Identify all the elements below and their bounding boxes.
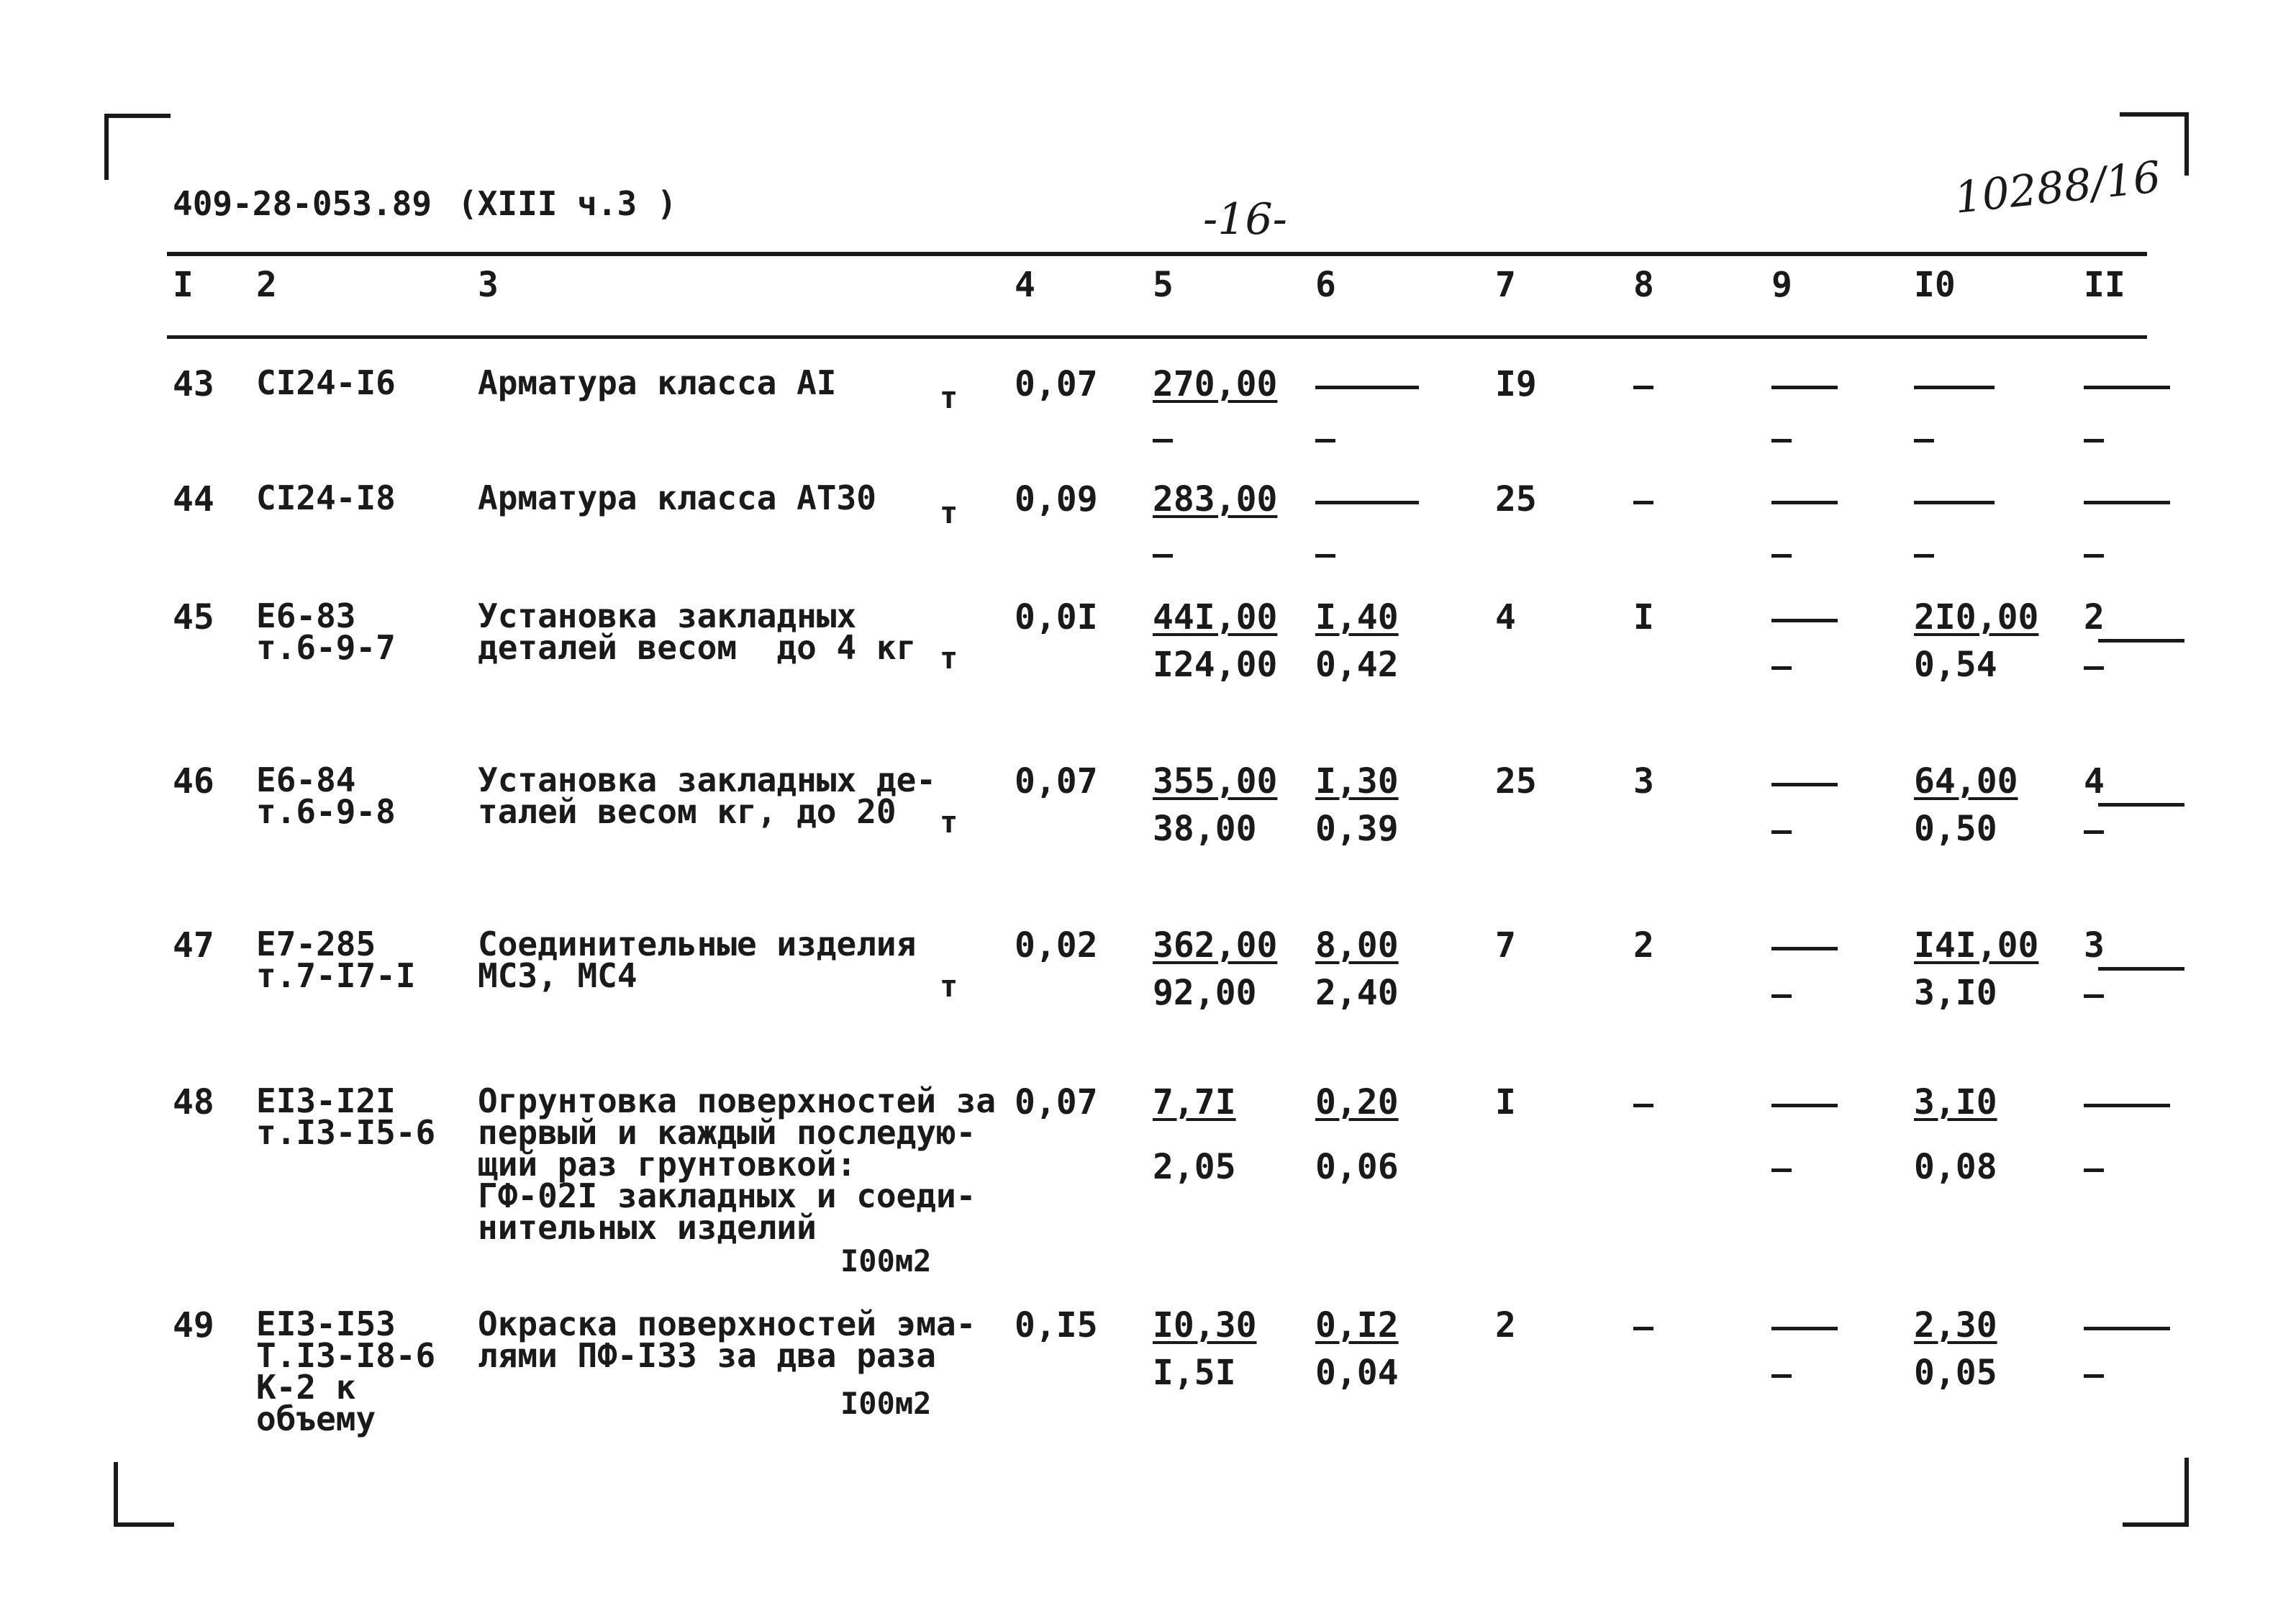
work-description: ГФ-02I закладных и соеди- (478, 1176, 976, 1215)
norm-code: T.I3-I8-6 (256, 1336, 436, 1375)
col9-value-dash (1771, 1104, 1838, 1107)
col9-subvalue-dash (1771, 830, 1792, 834)
col9-subvalue-dash (1771, 554, 1792, 558)
col6-value: 0,I2 (1315, 1305, 1399, 1345)
row-number: 46 (173, 761, 214, 802)
col11-value-dash (2084, 1327, 2170, 1330)
col7-value: I9 (1495, 364, 1537, 404)
col7-value: 4 (1495, 597, 1516, 637)
col11-subvalue-dash (2084, 439, 2104, 442)
corner-mark-top-right (2184, 112, 2189, 176)
col11-value-dash (2084, 386, 2170, 389)
col9-value-dash (1771, 783, 1838, 786)
col9-value-dash (1771, 386, 1838, 389)
col8-value: 3 (1633, 761, 1654, 802)
col9-value-dash (1771, 947, 1838, 950)
quantity: 0,02 (1015, 925, 1098, 966)
col5-value: 44I,00 (1153, 597, 1278, 637)
norm-code: E6-83 (256, 596, 356, 635)
norm-code: объему (256, 1399, 376, 1438)
col11-value: 4 (2084, 761, 2105, 802)
norm-code: EI3-I53 (256, 1304, 396, 1343)
column-number: 7 (1495, 265, 1516, 305)
col10-subvalue-dash (1914, 439, 1934, 442)
norm-code: т.7-I7-I (256, 956, 416, 995)
unit-of-measure: т (940, 640, 958, 676)
col9-subvalue-dash (1771, 1374, 1792, 1378)
col7-value: 25 (1495, 761, 1537, 802)
col11-underline (2098, 967, 2184, 971)
norm-code: K-2 к (256, 1368, 356, 1407)
col11-value: 2 (2084, 597, 2105, 637)
col5-subvalue: 38,00 (1153, 809, 1257, 849)
norm-code: E7-285 (256, 925, 376, 963)
unit-of-measure: т (940, 495, 958, 530)
page-number: -16- (1203, 194, 1287, 245)
unit-of-measure: I00м2 (840, 1243, 932, 1279)
col10-subvalue: 0,08 (1914, 1147, 1997, 1187)
col11-value-dash (2084, 501, 2170, 504)
column-number: 6 (1315, 265, 1336, 305)
quantity: 0,07 (1015, 1082, 1098, 1122)
col11-underline (2098, 639, 2184, 643)
col10-value: 2,30 (1914, 1305, 1997, 1345)
col5-subvalue-dash (1153, 439, 1173, 442)
quantity: 0,07 (1015, 364, 1098, 404)
column-number: I (173, 265, 194, 305)
col6-subvalue-dash (1315, 554, 1335, 558)
quantity: 0,0I (1015, 597, 1098, 637)
corner-mark-top-left (104, 114, 171, 118)
col8-value-dash (1633, 1327, 1653, 1330)
work-description: нительных изделий (478, 1208, 817, 1247)
column-number: 2 (256, 265, 277, 305)
document-part: (XIII ч.3 ) (458, 184, 677, 223)
col8-value: I (1633, 597, 1654, 637)
norm-code: т.6-9-8 (256, 792, 396, 831)
corner-mark-top-left (104, 114, 109, 180)
work-description: Окраска поверхностей эма- (478, 1304, 976, 1343)
work-description: лями ПФ-I33 за два раза (478, 1336, 936, 1375)
row-number: 43 (173, 364, 214, 404)
unit-of-measure: I00м2 (840, 1386, 932, 1421)
col10-value: I4I,00 (1914, 925, 2039, 966)
corner-mark-bottom-right (2123, 1522, 2189, 1527)
col5-subvalue: I,5I (1153, 1353, 1236, 1393)
col9-subvalue-dash (1771, 994, 1792, 998)
column-number: I0 (1914, 265, 1956, 305)
work-description: Арматура класса AT30 (478, 478, 876, 517)
col6-value: I,30 (1315, 761, 1399, 802)
work-description: Установка закладных (478, 596, 857, 635)
col9-subvalue-dash (1771, 1168, 1792, 1172)
col11-value: 3 (2084, 925, 2105, 966)
col6-value-dash (1315, 501, 1419, 504)
col6-value: 8,00 (1315, 925, 1399, 966)
col6-subvalue: 0,04 (1315, 1353, 1399, 1393)
row-number: 48 (173, 1082, 214, 1122)
column-number: 4 (1015, 265, 1035, 305)
quantity: 0,09 (1015, 479, 1098, 519)
col5-value: 362,00 (1153, 925, 1278, 966)
col10-subvalue-dash (1914, 554, 1934, 558)
col10-value-dash (1914, 386, 1995, 389)
col6-subvalue: 0,39 (1315, 809, 1399, 849)
col9-value-dash (1771, 501, 1838, 504)
unit-of-measure: т (940, 380, 958, 415)
work-description: Соединительные изделия (478, 925, 917, 963)
col9-subvalue-dash (1771, 439, 1792, 442)
col11-subvalue-dash (2084, 1374, 2104, 1378)
col11-subvalue-dash (2084, 666, 2104, 670)
col11-subvalue-dash (2084, 830, 2104, 834)
col11-underline (2098, 803, 2184, 807)
col10-value: 3,I0 (1914, 1082, 1997, 1122)
col11-subvalue-dash (2084, 554, 2104, 558)
corner-mark-bottom-left (114, 1462, 118, 1527)
col8-value-dash (1633, 1104, 1653, 1107)
work-description: щий раз грунтовкой: (478, 1145, 857, 1184)
work-description: MC3, MC4 (478, 956, 637, 995)
column-number: 8 (1633, 265, 1654, 305)
corner-mark-top-right (2120, 112, 2189, 117)
row-number: 49 (173, 1305, 214, 1345)
col7-value: 7 (1495, 925, 1516, 966)
archive-stamp: 10288/16 (1952, 152, 2164, 224)
col9-subvalue-dash (1771, 666, 1792, 670)
column-number: II (2084, 265, 2125, 305)
col11-value-dash (2084, 1104, 2170, 1107)
col6-value: I,40 (1315, 597, 1399, 637)
unit-of-measure: т (940, 804, 958, 840)
col6-value: 0,20 (1315, 1082, 1399, 1122)
col10-subvalue: 0,54 (1914, 645, 1997, 685)
col9-value-dash (1771, 1327, 1838, 1330)
column-number: 9 (1771, 265, 1792, 305)
row-number: 45 (173, 597, 214, 637)
col6-value-dash (1315, 386, 1419, 389)
col5-subvalue-dash (1153, 554, 1173, 558)
col6-subvalue-dash (1315, 439, 1335, 442)
col5-subvalue: 92,00 (1153, 973, 1257, 1013)
col8-value-dash (1633, 501, 1653, 504)
col7-value: 25 (1495, 479, 1537, 519)
corner-mark-bottom-left (114, 1522, 174, 1527)
unit-of-measure: т (940, 968, 958, 1004)
document-code: 409-28-053.89 (173, 184, 432, 223)
col10-subvalue: 0,05 (1914, 1353, 1997, 1393)
column-number: 3 (478, 265, 499, 305)
work-description: Установка закладных де- (478, 761, 936, 799)
row-number: 47 (173, 925, 214, 966)
quantity: 0,I5 (1015, 1305, 1098, 1345)
col10-value: 64,00 (1914, 761, 2018, 802)
norm-code: EI3-I2I (256, 1081, 396, 1120)
col10-value-dash (1914, 501, 1995, 504)
corner-mark-bottom-right (2184, 1458, 2189, 1527)
work-description: Арматура класса AI (478, 363, 837, 402)
table-top-rule (167, 252, 2147, 256)
work-description: Огрунтовка поверхностей за (478, 1081, 997, 1120)
norm-code: т.6-9-7 (256, 628, 396, 667)
work-description: талей весом кг, до 20 (478, 792, 897, 831)
col5-subvalue: I24,00 (1153, 645, 1278, 685)
norm-code: т.I3-I5-6 (256, 1113, 436, 1152)
col6-subvalue: 0,06 (1315, 1147, 1399, 1187)
col7-value: I (1495, 1082, 1516, 1122)
col7-value: 2 (1495, 1305, 1516, 1345)
col5-value: 355,00 (1153, 761, 1278, 802)
norm-code: CI24-I6 (256, 363, 396, 402)
col5-value: 270,00 (1153, 364, 1278, 404)
col8-value-dash (1633, 386, 1653, 389)
col11-subvalue-dash (2084, 1168, 2104, 1172)
work-description: первый и каждый последую- (478, 1113, 976, 1152)
norm-code: E6-84 (256, 761, 356, 799)
quantity: 0,07 (1015, 761, 1098, 802)
col5-value: 7,7I (1153, 1082, 1236, 1122)
work-description: деталей весом до 4 кг (478, 628, 917, 667)
col5-value: I0,30 (1153, 1305, 1257, 1345)
column-number: 5 (1153, 265, 1174, 305)
col10-subvalue: 0,50 (1914, 809, 1997, 849)
col5-subvalue: 2,05 (1153, 1147, 1236, 1187)
col8-value: 2 (1633, 925, 1654, 966)
col10-subvalue: 3,I0 (1914, 973, 1997, 1013)
col10-value: 2I0,00 (1914, 597, 2039, 637)
col6-subvalue: 0,42 (1315, 645, 1399, 685)
col6-subvalue: 2,40 (1315, 973, 1399, 1013)
col11-subvalue-dash (2084, 994, 2104, 998)
col9-value-dash (1771, 619, 1838, 622)
col5-value: 283,00 (1153, 479, 1278, 519)
row-number: 44 (173, 479, 214, 519)
norm-code: CI24-I8 (256, 478, 396, 517)
table-header-rule (167, 335, 2147, 339)
